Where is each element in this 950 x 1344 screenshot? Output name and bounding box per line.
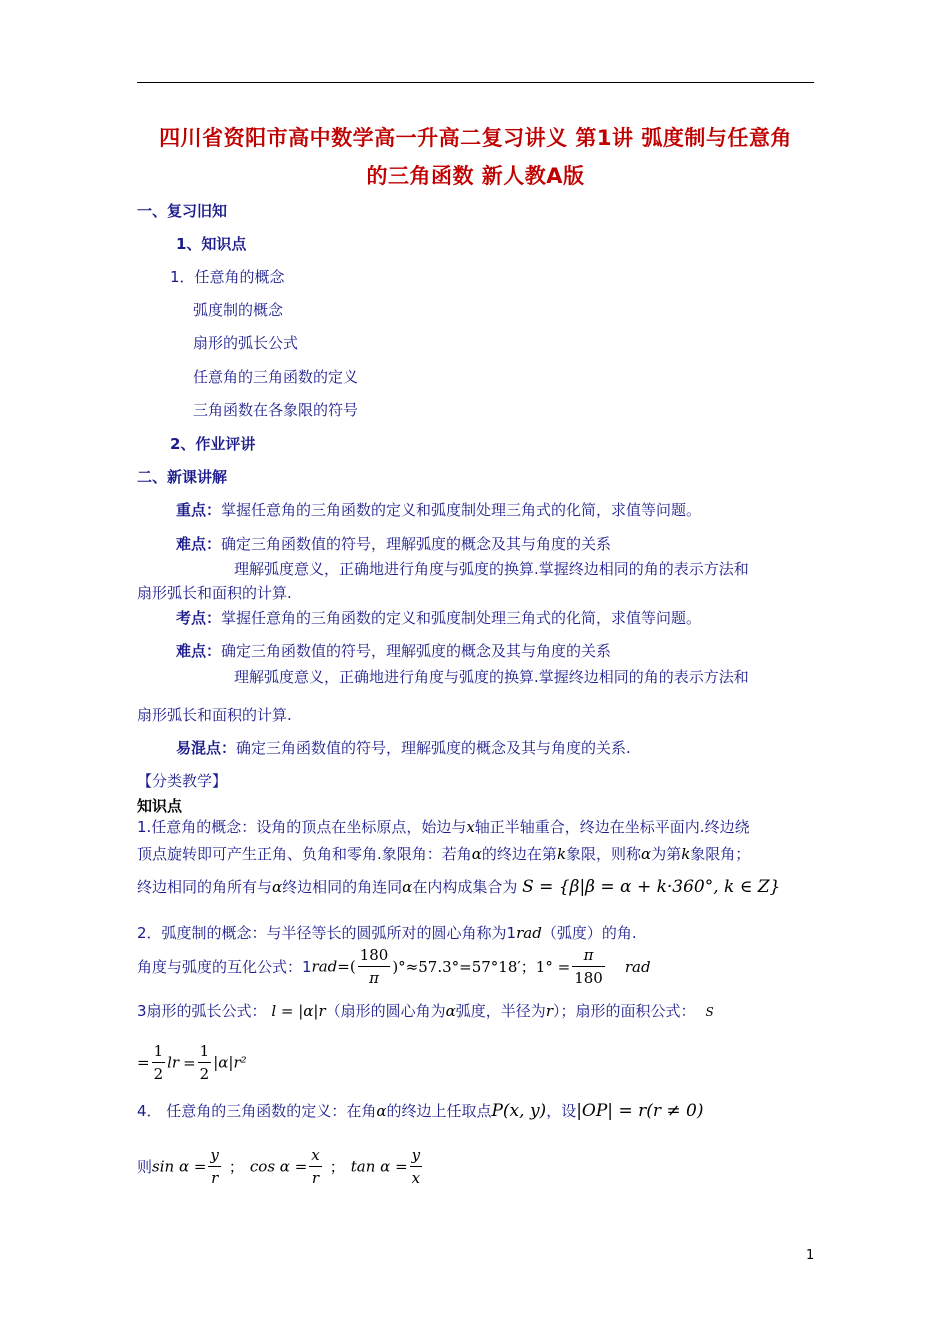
text: 象限角； [690, 845, 751, 863]
classify-heading: 【分类教学】 [137, 772, 228, 790]
math-var: rad [311, 957, 338, 976]
text: 弧度，半径为 [455, 1002, 546, 1020]
text: 为第 [651, 845, 682, 863]
list-item: 1．任意角的概念 [170, 268, 285, 286]
denominator: x [411, 1169, 421, 1187]
text: 象限，则称 [566, 845, 642, 863]
exam-point-label: 考点： [176, 609, 222, 627]
fraction [410, 1144, 422, 1189]
math-var: x [466, 818, 475, 836]
text: ，设 [546, 1102, 577, 1120]
text: 终边相同的角所有与 [137, 878, 273, 896]
difficulty-text: 确定三角函数值的符号，理解弧度的概念及其与角度的关系 [221, 535, 612, 553]
list-item: 三角函数在各象限的符号 [193, 401, 359, 419]
numerator: x [309, 1144, 321, 1167]
fraction [358, 944, 391, 989]
text: 2．弧度制的概念：与半径等长的圆弧所对的圆心角称为1 [137, 924, 517, 942]
numerator: y [208, 1144, 220, 1167]
numerator: 180 [358, 944, 391, 967]
set-formula: S = {β|β = α + k·360°, k ∈ Z} [522, 877, 781, 897]
text: 在内构成集合为 [412, 878, 518, 896]
text: 顶点旋转即可产生正角、负角和零角.象限角：若角 [137, 845, 472, 863]
math-var: α [272, 878, 283, 896]
list-item: 弧度制的概念 [193, 301, 284, 319]
difficulty-2-label: 难点： [176, 642, 222, 660]
list-item: 扇形的弧长公式 [193, 334, 299, 352]
knowledge-label: 知识点 [137, 797, 183, 815]
difficulty-continued: 理解弧度意义，正确地进行角度与弧度的换算.掌握终边相同的角的表示方法和 [234, 560, 749, 578]
fraction [208, 1144, 220, 1189]
para-1-line-1 [137, 816, 750, 837]
section2-heading: 二、新课讲解 [137, 468, 228, 486]
doc-title-line1: 四川省资阳市高中数学高一升高二复习讲义 第1讲 弧度制与任意角 [159, 126, 792, 150]
exam-point-text: 掌握任意角的三角函数的定义和弧度制处理三角式的化简，求值等问题。 [221, 609, 702, 627]
conversion-formula [137, 944, 651, 989]
confusing-point-text: 确定三角函数值的符号，理解弧度的概念及其与角度的关系. [236, 739, 631, 757]
math-text: = [183, 1053, 196, 1072]
list-item: 任意角的三角函数的定义 [193, 368, 359, 386]
numerator: π [572, 944, 605, 967]
fraction [198, 1040, 212, 1085]
math-var: α [641, 845, 652, 863]
page-number: 1 [806, 1248, 815, 1263]
math-var: k [681, 845, 691, 863]
math-var: lr [167, 1053, 180, 1072]
confusing-point-label: 易混点： [176, 739, 237, 757]
text: 角度与弧度的互化公式：1 [137, 958, 312, 976]
para-1-line-3 [137, 876, 780, 897]
cos-lhs: cos α = [249, 1157, 308, 1176]
text: ）；扇形的面积公式： [552, 1002, 696, 1020]
text: 的终边上任取点 [386, 1102, 492, 1120]
homework-subheading: 2、作业评讲 [170, 435, 256, 453]
denominator: 2 [199, 1065, 210, 1083]
math-var: r [545, 1002, 553, 1020]
math-text: = [137, 1053, 150, 1072]
text: 轴正半轴重合，终边在坐标平面内.终边绕 [474, 818, 750, 836]
separator: ； [329, 1158, 345, 1176]
arc-length-formula: l = |α|r [271, 1002, 326, 1020]
math-var: α [402, 878, 413, 896]
text: 则 [137, 1158, 153, 1176]
area-formula [137, 1040, 247, 1085]
text: 4． 任意角的三角函数的定义：在角 [137, 1102, 377, 1120]
header-rule [137, 82, 814, 83]
para-2 [137, 922, 637, 943]
point-p: P(x, y) [491, 1101, 547, 1121]
difficulty-2 [176, 640, 611, 661]
separator: ； [228, 1158, 244, 1176]
math-text: =( [337, 957, 356, 976]
denominator: r [311, 1169, 320, 1187]
text: 的终边在第 [481, 845, 557, 863]
numerator: y [410, 1144, 422, 1167]
key-point [176, 499, 701, 520]
denominator: r [211, 1169, 219, 1187]
math-var: α [471, 845, 482, 863]
doc-title-line2: 的三角函数 新人教A版 [366, 164, 585, 188]
difficulty-label: 难点： [176, 535, 222, 553]
para-3 [137, 1000, 714, 1021]
section1-heading: 一、复习旧知 [137, 202, 228, 220]
numerator: 1 [198, 1040, 212, 1063]
text: 3扇形的弧长公式： [137, 1002, 267, 1020]
exam-point [176, 607, 701, 628]
math-var: α [376, 1102, 387, 1120]
key-point-label: 重点： [176, 501, 222, 519]
op-formula: |OP| = r(r ≠ 0) [576, 1101, 704, 1121]
fraction [152, 1040, 166, 1085]
difficulty-continued: 扇形弧长和面积的计算. [137, 584, 292, 602]
denominator: 2 [153, 1065, 164, 1083]
math-text: )°≈57.3°=57°18′；1° = [392, 958, 571, 976]
para-4 [137, 1100, 703, 1121]
para-1-line-2 [137, 843, 750, 864]
denominator: 180 [574, 969, 603, 987]
difficulty-2-continued: 理解弧度意义，正确地进行角度与弧度的换算.掌握终边相同的角的表示方法和 [234, 668, 749, 686]
math-text: |α|r² [213, 1053, 247, 1072]
difficulty-2-continued: 扇形弧长和面积的计算. [137, 706, 292, 724]
key-point-text: 掌握任意角的三角函数的定义和弧度制处理三角式的化简，求值等问题。 [221, 501, 702, 519]
math-var: rad [516, 924, 542, 942]
text: （弧度）的角. [541, 924, 637, 942]
confusing-point [176, 737, 631, 758]
text: （扇形的圆心角为 [325, 1002, 446, 1020]
fraction [572, 944, 605, 989]
text: 1.任意角的概念：设角的顶点在坐标原点，始边与 [137, 818, 467, 836]
text: 终边相同的角连同 [282, 878, 403, 896]
difficulty-2-text: 确定三角函数值的符号，理解弧度的概念及其与角度的关系 [221, 642, 612, 660]
difficulty [176, 533, 611, 554]
math-var: rad [624, 957, 651, 976]
denominator: π [369, 969, 379, 987]
fraction [309, 1144, 321, 1189]
numerator: 1 [152, 1040, 166, 1063]
math-var: α [445, 1002, 456, 1020]
math-var: S [705, 1005, 714, 1019]
trig-definitions [137, 1144, 424, 1189]
sin-lhs: sin α = [152, 1157, 207, 1176]
tan-lhs: tan α = [350, 1157, 408, 1176]
math-var: k [556, 845, 567, 863]
knowledge-subheading: 1、知识点 [176, 235, 247, 253]
